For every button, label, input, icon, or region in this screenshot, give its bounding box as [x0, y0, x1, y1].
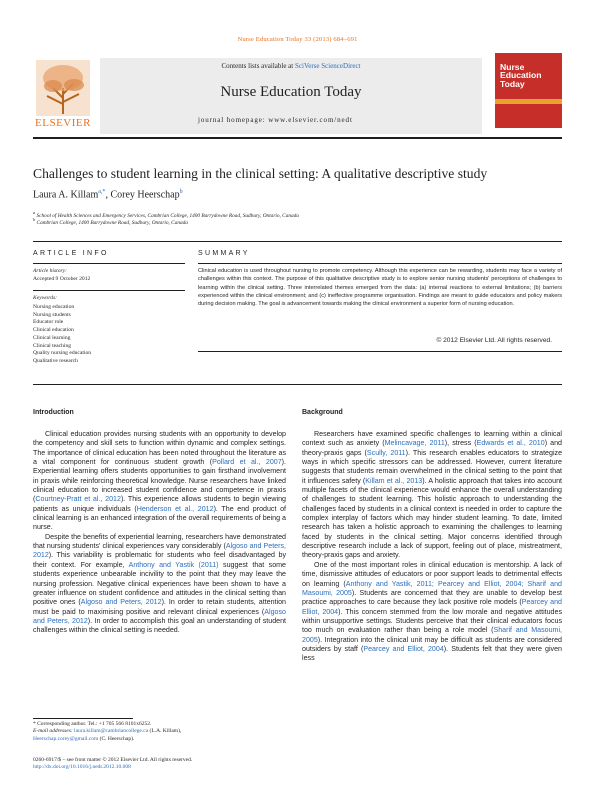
keyword: Quality nursing education	[33, 350, 92, 357]
author-affiliation-mark[interactable]: b	[179, 189, 183, 195]
text-run: ), stress (	[444, 439, 477, 448]
homepage-link[interactable]: www.elsevier.com/nedt	[268, 116, 353, 124]
contents-line	[100, 62, 482, 70]
citation-link[interactable]: Anthony and Yastik, 2011; Pearcey and Elliot, 2004; Sharif and Masoumi, 2005	[302, 579, 562, 597]
summary-rule	[198, 263, 562, 264]
text-run: ). The end product of clinical learning is an enhanced integration of the overall requirements of being a nurse.	[33, 504, 287, 532]
citation-link[interactable]: Algoso and Peters, 2012	[33, 607, 286, 625]
citation-link[interactable]: Pearcey and Elliot, 2004	[302, 598, 562, 616]
journal-name: Nurse Education Today	[220, 84, 362, 100]
author-affiliation-mark[interactable]: a,*	[98, 189, 106, 195]
sciencedirect-link[interactable]: SciVerse ScienceDirect	[295, 62, 361, 70]
affiliation: $^a$ School of Health Sciences and Emergency Services, Cambrian College, 1400 Barrydowne Road, Sudbury, Ontario, Canada	[33, 210, 299, 219]
keyword-list	[33, 304, 91, 366]
contents-prefix: Contents lists available at	[221, 62, 295, 70]
keyword: Clinical education	[33, 327, 74, 334]
issn-line: 0260-6917/$ – see front matter © 2012 Elsevier Ltd. All rights reserved.	[33, 757, 193, 763]
keyword: Clinical learning	[33, 334, 71, 341]
background-body	[302, 430, 562, 664]
homepage-label: journal homepage:	[198, 116, 269, 124]
email-link[interactable]: Heerschap.corey@gmail.com	[33, 735, 99, 742]
info-rule	[33, 263, 185, 264]
info-top-rule	[33, 241, 562, 242]
article-title: Challenges to student learning in the clinical setting: A qualitative descriptive study	[33, 166, 488, 181]
author-name: Corey Heerschap	[110, 189, 180, 201]
accepted-date: Accepted 9 October 2012	[33, 276, 91, 282]
author-list: Laura A. Killam$^{a,*}$, Corey Heerschap$^b$	[33, 189, 183, 201]
keyword: Educator role	[33, 319, 64, 326]
text-run: ). This variability is problematic for students who feel disadvantaged by their context. For example,	[33, 551, 286, 569]
journal-citation: Nurse Education Today 33 (2013) 684–691	[237, 36, 358, 43]
keyword: Clinical teaching	[33, 342, 72, 349]
text-run: ). Students felt that they were given less	[302, 644, 562, 663]
citation-link[interactable]: Scully, 2011	[366, 448, 406, 457]
paragraph	[33, 533, 286, 636]
body-top-rule	[33, 384, 562, 385]
email-note: E-mail addresses: laura.killam@cambriancollege.ca (L.A. Killam),	[33, 728, 182, 735]
text-run: Despite the benefits of experiential learning, researchers have demonstrated that nursing students' clinical experiences vary considerably (	[33, 532, 286, 551]
paragraph	[302, 561, 562, 664]
author-name: Laura A. Killam	[33, 189, 99, 201]
summary-text: Clinical education is used throughout nursing to promote competency. Although this experience can be rewarding, students may face a variety of challenges within this context. The purpose of this qualitative descriptive study is to explore senior nursing students' perceptions of challenges to learning within the clinical setting. Three interrelated themes emerged from the data: (a) internal reactions to external limitations; (b) barriers experienced within the clinical environment; and (c) ineffective programme organisation. Findings are meant to guide educators and policy makers during decision making. The goal is advancement towards making the clinical environment a superior form of nursing education.	[198, 268, 562, 308]
keyword: Qualitative research	[33, 357, 78, 364]
keywords-label: Keywords:	[33, 295, 58, 301]
footnotes: * Corresponding author. Tel.: +1 705 566 8101x6252. E-mail addresses: laura.killam@cambriancollege.ca (L.A. Killam), Heerschap.corey@gmail.com (C. Heerschap).	[33, 721, 293, 743]
citation-link[interactable]: Anthony and Yastik (2011)	[128, 560, 219, 569]
paragraph	[302, 430, 562, 561]
keyword: Nursing education	[33, 304, 75, 310]
text-run: ). This concern stemmed from the low morale and negative attitudes within unsupportive settings. Students perceive that their clinical educators focus too much on evaluation rather than being a role model (	[302, 607, 562, 635]
citation-link[interactable]: Edwards et al., 2010	[476, 439, 545, 448]
citation-link[interactable]: Algoso and Peters, 2012	[33, 542, 286, 560]
copyright: © 2012 Elsevier Ltd. All rights reserved.	[436, 337, 552, 344]
cover-stripe	[495, 99, 562, 104]
summary-bottom-rule	[198, 351, 562, 352]
text-run: ). This research enables educators to strategize ways in which specific stressors can be addressed. However, current literature suggests that students remain overwhelmed in the clinical setting to the point that it influences safety (	[302, 448, 563, 485]
email-link[interactable]: laura.killam@cambriancollege.ca	[74, 728, 149, 735]
header-rule	[33, 137, 562, 139]
paragraph	[33, 430, 286, 533]
summary-heading: SUMMARY	[198, 250, 250, 257]
citation-link[interactable]: Pollard et al., 2007	[212, 458, 282, 467]
history-label: Article history:	[33, 268, 68, 274]
text-run: ). Integration into the clinical unit may be difficult as students are considered outsiders by staff (	[302, 635, 562, 653]
text-run: Clinical education provides nursing students with an opportunity to develop the competency and skill sets to function within dynamic and complex settings. The importance of clinical education has been noted throughout the literature as a vital component for continuous student growth (	[33, 430, 286, 467]
affiliation: $^b$ Cambrian College, 1400 Barrydowne Road, Sudbury, Ontario, Canada	[33, 217, 188, 226]
citation-link[interactable]: Melincavage, 2011	[384, 439, 445, 448]
footnote-rule	[33, 718, 133, 719]
citation-link[interactable]: Henderson et al., 2012	[136, 504, 214, 513]
elsevier-logo	[33, 58, 93, 130]
journal-cover	[495, 53, 562, 128]
citation-link[interactable]: Sharif and Masoumi, 2005	[302, 626, 562, 644]
citation-link[interactable]: Pearcey and Elliot, 2004	[363, 644, 444, 653]
text-run: ). In order to accomplish this goal an understanding of student challenges within the clinical setting is needed.	[33, 616, 287, 635]
keyword: Nursing students	[33, 311, 71, 318]
citation-link[interactable]: Algoso and Peters, 2012	[80, 598, 162, 607]
text-run: ). Students are concerned that they are unable to develop best practice approaches to care because they lack positive role models (	[302, 588, 562, 607]
elsevier-wordmark: ELSEVIER	[35, 117, 91, 129]
article-info-heading: ARTICLE INFO	[33, 250, 109, 257]
text-run: ). A holistic approach that takes into account multiple facets of the clinical experience would enhance the overall understanding of challenges to student learning. This holistic approach to understanding the challenges faced by students in a clinical context is needed in order to capture the complex interplay of factors which may hinder student learning. To date, limited research has taken a holistic approach to examining the challenges to learning faced by students in the clinical setting. Major concerns identified through descriptive research include a lack of support, feeling out of place, mistreatment, theory-praxis gaps and anxiety.	[302, 476, 562, 560]
text-run: Researchers have examined specific challenges to learning within a clinical context such as anxiety (	[302, 430, 562, 448]
page-footer	[33, 757, 192, 772]
citation-link[interactable]: Courtney-Pratt et al., 2012	[35, 495, 121, 504]
background-heading: Background	[302, 409, 343, 416]
cover-title: Nurse Education Today	[500, 62, 542, 89]
text-run: suggest that some students experience unbearable incivility to the point that they may leave the nursing profession. Negative clinical experiences have been shown to have a greater influence on student confidence and attitudes in the clinical setting than positive ones (	[33, 560, 287, 607]
journal-homepage	[198, 116, 353, 124]
introduction-body	[33, 430, 286, 636]
doi-link[interactable]: http://dx.doi.org/10.1016/j.nedt.2012.10.008	[33, 764, 131, 771]
corresponding-author-note: * Corresponding author. Tel.: +1 705 566 8101x6252.	[33, 721, 152, 727]
text-run: ). Experiential learning offers students opportunities to gain firsthand involvement in praxis while reinforcing theoretical knowledge. Nurse researchers have linked clinical education to increased student confidence and competence in praxis (	[33, 458, 286, 504]
text-run: ) and theory-praxis gaps (	[302, 439, 562, 457]
text-run: One of the most important roles in clinical education is mentorship. A lack of time, dismissive attitudes of educators or poor support leads to detrimental effects on learning (	[302, 560, 562, 588]
text-run: ). In order to retain students, attention must be paid to maximising positive and relevant clinical experiences (	[33, 598, 286, 616]
text-run: ). This experience allows students to begin viewing patients as unique individuals (	[33, 495, 286, 513]
intro-heading: Introduction	[33, 409, 74, 416]
citation-link[interactable]: Killam et al., 2013	[365, 476, 423, 485]
